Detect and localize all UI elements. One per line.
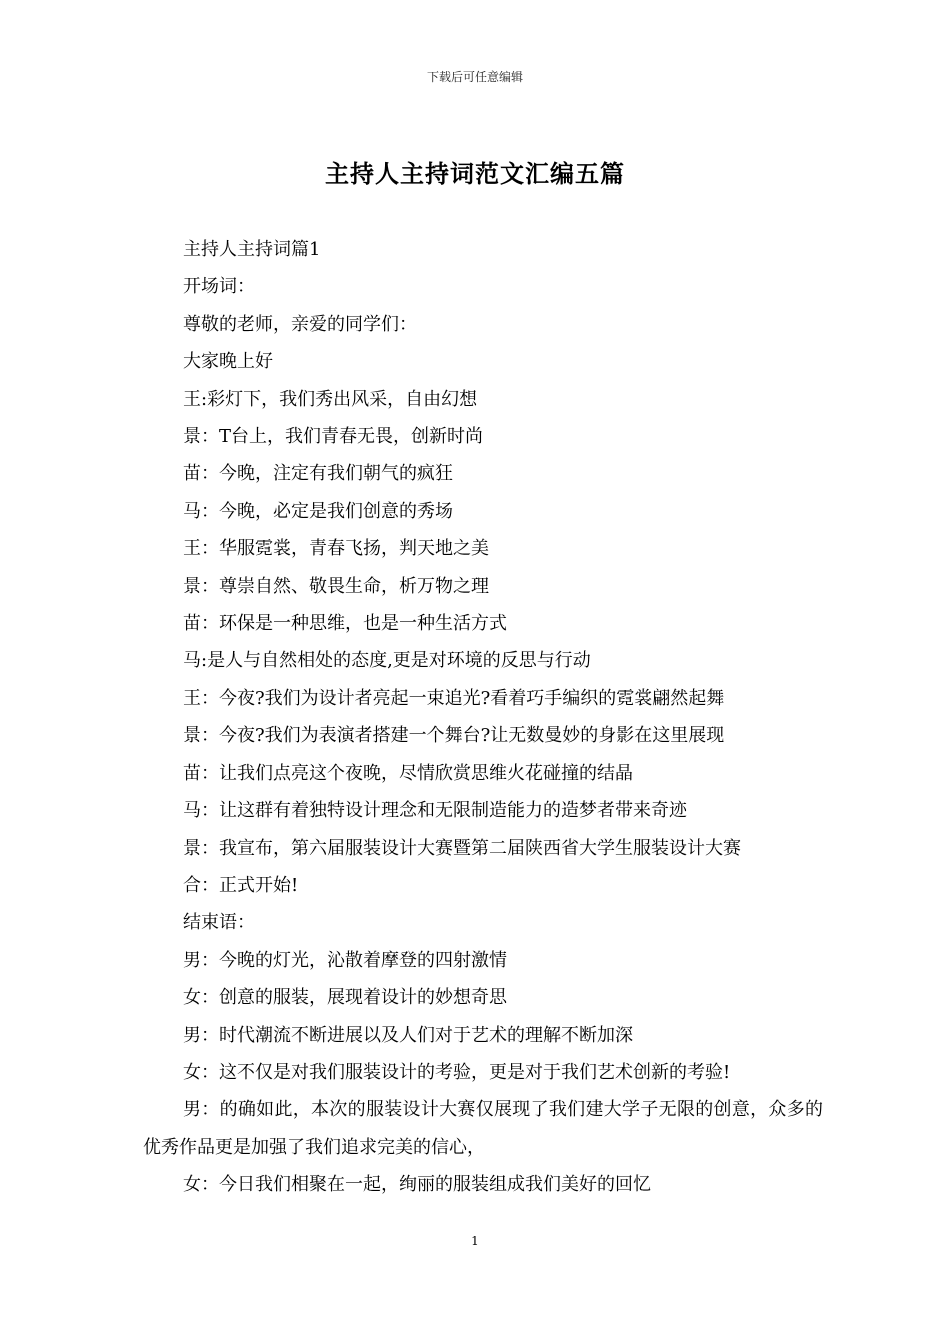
paragraph: 景：今夜?我们为表演者搭建一个舞台?让无数曼妙的身影在这里展现 [183,725,725,747]
paragraph: 苗：今晚，注定有我们朝气的疯狂 [183,463,453,485]
paragraph: 王:彩灯下，我们秀出风采，自由幻想 [183,388,478,410]
paragraph: 王：华服霓裳，青春飞扬，判天地之美 [183,538,489,560]
paragraph: 景：T台上，我们青春无畏，创新时尚 [183,426,484,448]
paragraph: 开场词： [183,276,255,298]
paragraph: 男：时代潮流不断进展以及人们对于艺术的理解不断加深 [183,1024,633,1046]
paragraph: 尊敬的老师，亲爱的同学们： [183,313,417,335]
header-note: 下载后可任意编辑 [426,70,523,84]
paragraph: 男：今晚的灯光，沁散着摩登的四射激情 [183,949,507,971]
document-title: 主持人主持词范文汇编五篇 [325,159,625,188]
paragraph: 结束语： [183,912,255,934]
paragraph: 马:是人与自然相处的态度,更是对环境的反思与行动 [183,650,591,672]
document-body [143,231,823,1204]
paragraph: 女：这不仅是对我们服装设计的考验，更是对于我们艺术创新的考验! [183,1061,731,1083]
paragraph: 马：让这群有着独特设计理念和无限制造能力的造梦者带来奇迹 [183,800,687,822]
paragraph: 合：正式开始! [183,874,299,896]
paragraph: 大家晚上好 [183,351,273,373]
paragraph: 马：今晚，必定是我们创意的秀场 [183,500,453,522]
paragraph: 女：今日我们相聚在一起，绚丽的服装组成我们美好的回忆 [183,1174,651,1196]
paragraph: 苗：让我们点亮这个夜晚，尽情欣赏思维火花碰撞的结晶 [183,762,633,784]
paragraph: 男：的确如此，本次的服装设计大赛仅展现了我们建大学子无限的创意，众多的优秀作品更是加强了我们追求完美的信心， [143,1099,823,1158]
paragraph: 女：创意的服装，展现着设计的妙想奇思 [183,987,507,1009]
paragraph: 苗：环保是一种思维，也是一种生活方式 [183,613,507,635]
paragraph: 景：尊崇自然、敬畏生命，析万物之理 [183,575,489,597]
paragraph: 景：我宣布，第六届服装设计大赛暨第二届陕西省大学生服装设计大赛 [183,837,741,859]
page-number: 1 [471,1234,479,1248]
paragraph: 王：今夜?我们为设计者亮起一束追光?看着巧手编织的霓裳翩然起舞 [183,687,725,709]
paragraph: 主持人主持词篇1 [183,239,321,260]
